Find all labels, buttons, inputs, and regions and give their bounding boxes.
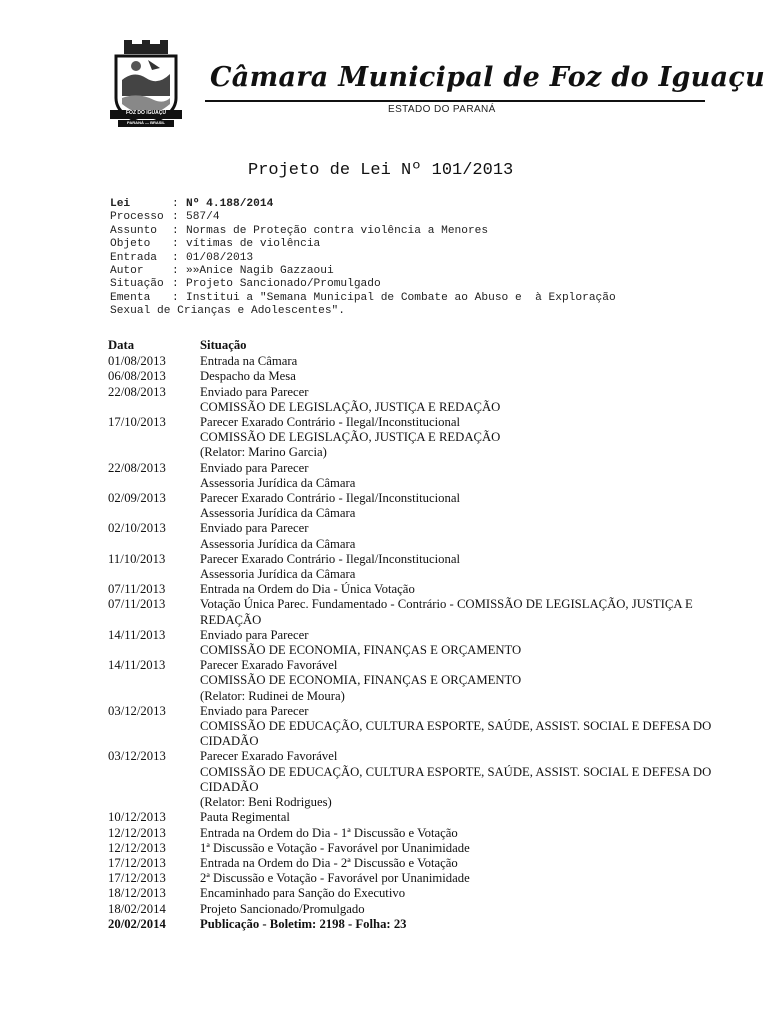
history-situation-line: Enviado para Parecer xyxy=(200,703,309,718)
history-row xyxy=(108,826,720,841)
history-situation-line: COMISSÃO DE EDUCAÇÃO, CULTURA ESPORTE, SAÚDE, ASSIST. SOCIAL E DEFESA DO CIDADÃO xyxy=(200,764,712,794)
history-situation xyxy=(200,521,720,551)
history-situation xyxy=(200,856,720,871)
meta-label: Assunto xyxy=(110,224,157,237)
history-situation-line: Assessoria Jurídica da Câmara xyxy=(200,475,356,490)
meta-value: 01/08/2013 xyxy=(186,251,254,264)
history-situation-line: COMISSÃO DE ECONOMIA, FINANÇAS E ORÇAMENTO xyxy=(200,673,522,688)
history-situation xyxy=(200,704,720,750)
history-row xyxy=(108,385,720,415)
history-rows xyxy=(108,354,720,932)
history-situation xyxy=(200,871,720,886)
history-situation xyxy=(200,886,720,901)
history-date: 03/12/2013 xyxy=(108,703,166,718)
meta-label: Objeto xyxy=(110,238,151,251)
history-date: 07/11/2013 xyxy=(108,582,166,597)
history-row xyxy=(108,856,720,871)
history-date: 10/12/2013 xyxy=(108,810,166,825)
meta-label: Processo xyxy=(110,211,164,224)
title-divider xyxy=(205,100,705,102)
history-situation xyxy=(200,810,720,825)
history-date: 17/12/2013 xyxy=(108,855,166,870)
history-date: 22/08/2013 xyxy=(108,460,166,475)
meta-separator: : xyxy=(172,198,179,210)
history-situation xyxy=(200,461,720,491)
document-title: Projeto de Lei Nº 101/2013 xyxy=(248,161,514,180)
history-situation-line: Despacho da Mesa xyxy=(200,369,296,384)
meta-value: Institui a "Semana Municipal de Combate ao Abuso e à Exploração xyxy=(186,291,616,304)
meta-label: Lei xyxy=(110,198,131,210)
ementa-continuation: Sexual de Crianças e Adolescentes". xyxy=(110,305,345,318)
history-row xyxy=(108,841,720,856)
history-situation xyxy=(200,749,720,810)
meta-separator: : xyxy=(172,265,179,278)
history-situation-line: Parecer Exarado Favorável xyxy=(200,749,338,764)
meta-separator: : xyxy=(172,211,179,224)
meta-label: Situação xyxy=(110,278,164,291)
institution-title: Câmara Municipal de Foz do Iguaçu xyxy=(210,62,766,93)
history-date: 20/02/2014 xyxy=(108,916,166,931)
col-situation-header: Situação xyxy=(200,338,247,352)
history-situation-line: Assessoria Jurídica da Câmara xyxy=(200,506,356,521)
history-situation-line: Encaminhado para Sanção do Executivo xyxy=(200,886,406,901)
history-row xyxy=(108,521,720,551)
history-row xyxy=(108,886,720,901)
meta-value: Projeto Sancionado/Promulgado xyxy=(186,278,381,291)
meta-label: Autor xyxy=(110,265,144,278)
history-date: 12/12/2013 xyxy=(108,840,166,855)
meta-separator: : xyxy=(172,224,179,237)
history-date: 18/12/2013 xyxy=(108,886,166,901)
history-row xyxy=(108,871,720,886)
history-date: 18/02/2014 xyxy=(108,901,166,916)
history-date: 14/11/2013 xyxy=(108,658,166,673)
history-situation-line: Pauta Regimental xyxy=(200,810,290,825)
meta-row xyxy=(110,265,616,278)
metadata-block xyxy=(110,198,616,319)
history-row xyxy=(108,628,720,658)
meta-label: Ementa xyxy=(110,291,151,304)
meta-separator: : xyxy=(172,238,179,251)
meta-value: »»Anice Nagib Gazzaoui xyxy=(186,265,334,278)
history-header xyxy=(108,338,720,353)
history-row xyxy=(108,415,720,461)
history-situation-line: COMISSÃO DE EDUCAÇÃO, CULTURA ESPORTE, SAÚDE, ASSIST. SOCIAL E DEFESA DO CIDADÃO xyxy=(200,719,712,749)
history-situation xyxy=(200,552,720,582)
history-situation-line: Parecer Exarado Contrário - Ilegal/Inconstitucional xyxy=(200,415,460,430)
history-row xyxy=(108,461,720,491)
meta-row xyxy=(110,211,616,224)
meta-value: Normas de Proteção contra violência a Menores xyxy=(186,224,489,237)
history-date: 06/08/2013 xyxy=(108,369,166,384)
history-situation-line: Enviado para Parecer xyxy=(200,384,309,399)
col-date-header: Data xyxy=(108,338,135,352)
history-situation xyxy=(200,902,720,917)
history-situation xyxy=(200,582,720,597)
meta-row xyxy=(110,198,616,211)
institution-subtitle: ESTADO DO PARANÁ xyxy=(388,104,496,115)
meta-row xyxy=(110,252,616,265)
meta-value: vítimas de violência xyxy=(186,238,321,251)
history-situation-line: Entrada na Ordem do Dia - 2ª Discussão e Votação xyxy=(200,855,458,870)
meta-row xyxy=(110,225,616,238)
history-date: 22/08/2013 xyxy=(108,384,166,399)
history-situation-line: COMISSÃO DE LEGISLAÇÃO, JUSTIÇA E REDAÇÃO xyxy=(200,399,501,414)
history-situation-line: (Relator: Beni Rodrigues) xyxy=(200,795,332,810)
history-situation-line: Entrada na Câmara xyxy=(200,354,298,369)
meta-separator: : xyxy=(172,291,179,304)
history-date: 17/12/2013 xyxy=(108,871,166,886)
history-situation-line: Enviado para Parecer xyxy=(200,460,309,475)
meta-row xyxy=(110,238,616,251)
meta-separator: : xyxy=(172,251,179,264)
history-situation xyxy=(200,841,720,856)
history-situation-line: (Relator: Marino Garcia) xyxy=(200,445,327,460)
history-situation-line: Assessoria Jurídica da Câmara xyxy=(200,567,356,582)
history-row xyxy=(108,369,720,384)
history-date: 07/11/2013 xyxy=(108,597,166,612)
history-situation-line: 2ª Discussão e Votação - Favorável por Unanimidade xyxy=(200,871,470,886)
history-row xyxy=(108,597,720,627)
history-situation xyxy=(200,491,720,521)
history-situation-line: Entrada na Ordem do Dia - Única Votação xyxy=(200,582,415,597)
seal-banner-subtext: PARANÁ — BRASIL xyxy=(127,120,165,125)
history-situation xyxy=(200,628,720,658)
history-situation xyxy=(200,658,720,704)
history-situation-line: Entrada na Ordem do Dia - 1ª Discussão e Votação xyxy=(200,825,458,840)
history-situation-line: Projeto Sancionado/Promulgado xyxy=(200,901,365,916)
history-situation xyxy=(200,826,720,841)
history-situation-line: Votação Única Parec. Fundamentado - Contrário - COMISSÃO DE LEGISLAÇÃO, JUSTIÇA E REDAÇÃO xyxy=(200,597,693,627)
history-date: 02/09/2013 xyxy=(108,491,166,506)
history-row xyxy=(108,658,720,704)
history-situation-line: Enviado para Parecer xyxy=(200,521,309,536)
history-table xyxy=(108,338,720,932)
history-situation-line: Publicação - Boletim: 2198 - Folha: 23 xyxy=(200,916,407,931)
history-situation-line: Enviado para Parecer xyxy=(200,627,309,642)
meta-label: Entrada xyxy=(110,251,157,264)
history-situation-line: Parecer Exarado Favorável xyxy=(200,658,338,673)
history-situation-line: Parecer Exarado Contrário - Ilegal/Inconstitucional xyxy=(200,491,460,506)
meta-value: 587/4 xyxy=(186,211,220,224)
history-date: 03/12/2013 xyxy=(108,749,166,764)
history-date: 12/12/2013 xyxy=(108,825,166,840)
history-date: 11/10/2013 xyxy=(108,551,166,566)
history-situation xyxy=(200,369,720,384)
history-situation-line: Assessoria Jurídica da Câmara xyxy=(200,536,356,551)
municipal-seal-icon xyxy=(108,40,184,132)
history-row xyxy=(108,582,720,597)
history-date: 14/11/2013 xyxy=(108,627,166,642)
history-date: 02/10/2013 xyxy=(108,521,166,536)
meta-separator: : xyxy=(172,278,179,291)
history-situation xyxy=(200,385,720,415)
history-row xyxy=(108,810,720,825)
meta-row xyxy=(110,292,616,305)
history-situation xyxy=(200,917,720,932)
history-situation xyxy=(200,354,720,369)
history-situation-line: (Relator: Rudinei de Moura) xyxy=(200,688,345,703)
history-situation-line: COMISSÃO DE LEGISLAÇÃO, JUSTIÇA E REDAÇÃO xyxy=(200,430,501,445)
seal-banner-text: FOZ DO IGUAÇU xyxy=(126,110,166,116)
history-row xyxy=(108,354,720,369)
history-situation xyxy=(200,415,720,461)
history-date: 01/08/2013 xyxy=(108,354,166,369)
history-situation xyxy=(200,597,720,627)
history-row xyxy=(108,917,720,932)
history-situation-line: 1ª Discussão e Votação - Favorável por Unanimidade xyxy=(200,840,470,855)
meta-value: Nº 4.188/2014 xyxy=(186,198,274,210)
history-date: 17/10/2013 xyxy=(108,415,166,430)
history-situation-line: Parecer Exarado Contrário - Ilegal/Inconstitucional xyxy=(200,551,460,566)
history-row xyxy=(108,552,720,582)
history-row xyxy=(108,704,720,750)
history-row xyxy=(108,749,720,810)
history-row xyxy=(108,491,720,521)
history-row xyxy=(108,902,720,917)
history-situation-line: COMISSÃO DE ECONOMIA, FINANÇAS E ORÇAMENTO xyxy=(200,643,522,658)
meta-row xyxy=(110,278,616,291)
